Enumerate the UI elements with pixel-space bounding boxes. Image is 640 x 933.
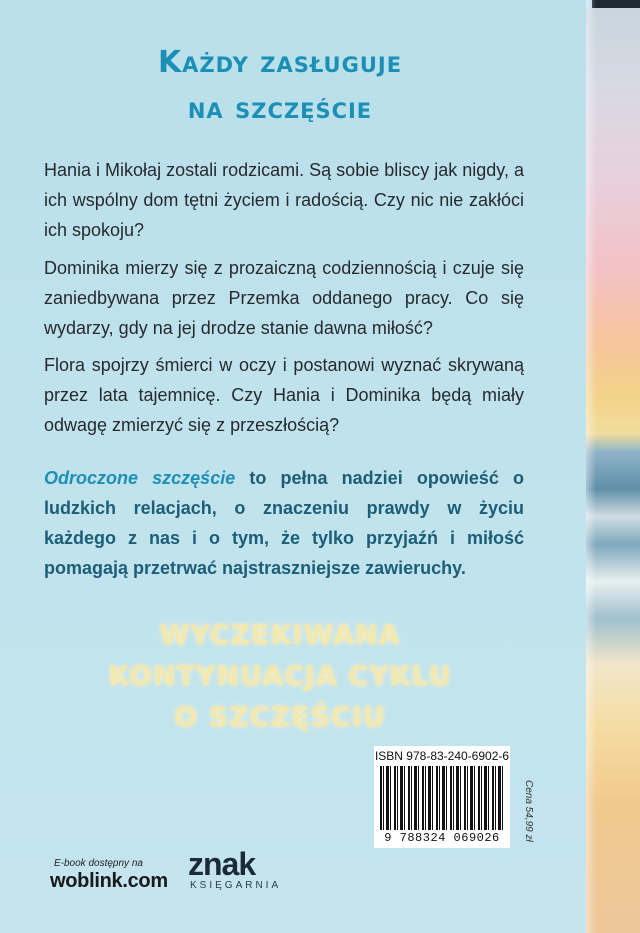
znak-logo: znak [188, 846, 256, 882]
ebook-availability-label: E-book dostępny na [54, 858, 143, 869]
headline-line-2: na szczęście [187, 91, 373, 126]
publisher-subtitle: KSIĘGARNIA [190, 880, 282, 891]
tagline-line-2: KONTYNUACJA CYKLU [108, 661, 452, 692]
blurb-summary-text: to pełna nadziei opowieść o ludzkich relacjach, o znaczeniu prawdy w życiu każdego z nas i o tym, że tylko przyjaźń i miłość pomagają przetrwać najstraszniejsze zawieruchy. [44, 468, 524, 578]
barcode-digits: 9 788324 069026 [384, 831, 500, 845]
blurb-paragraph-3: Flora spojrzy śmierci w oczy i postanowi wyznać skrywaną przez lata tajemnicę. Czy Hania i Dominika będą miały odwagę zmierzyć się z przeszłością? [44, 355, 524, 435]
price-label: Cena 54,99 zł [523, 780, 534, 842]
cover-edge-glare [586, 0, 596, 933]
blurb-summary-paragraph [44, 463, 524, 583]
blurb-paragraph-2: Dominika mierzy się z prozaiczną codziennością i czuje się zaniedbywana przez Przemka oddanego pracy. Co się wydarzy, gdy na jej drodze stanie dawna miłość? [44, 258, 524, 338]
book-title-italic: Odroczone szczęście [44, 468, 236, 488]
barcode-label [374, 746, 510, 848]
woblink-logo: woblink.com [50, 870, 168, 892]
tagline-line-3: O SZCZĘŚCIU [174, 702, 386, 733]
tagline-line-1: WYCZEKIWANA [159, 620, 401, 651]
headline-line-1: Każdy zasługuje [157, 45, 403, 80]
blurb-paragraph-1: Hania i Mikołaj zostali rodzicami. Są sobie bliscy jak nigdy, a ich wspólny dom tętni życiem i radością. Czy nic nie zakłóci ich spokoju? [44, 160, 524, 240]
isbn-number: ISBN 978-83-240-6902-6 [374, 749, 510, 763]
barcode-icon [380, 766, 504, 830]
